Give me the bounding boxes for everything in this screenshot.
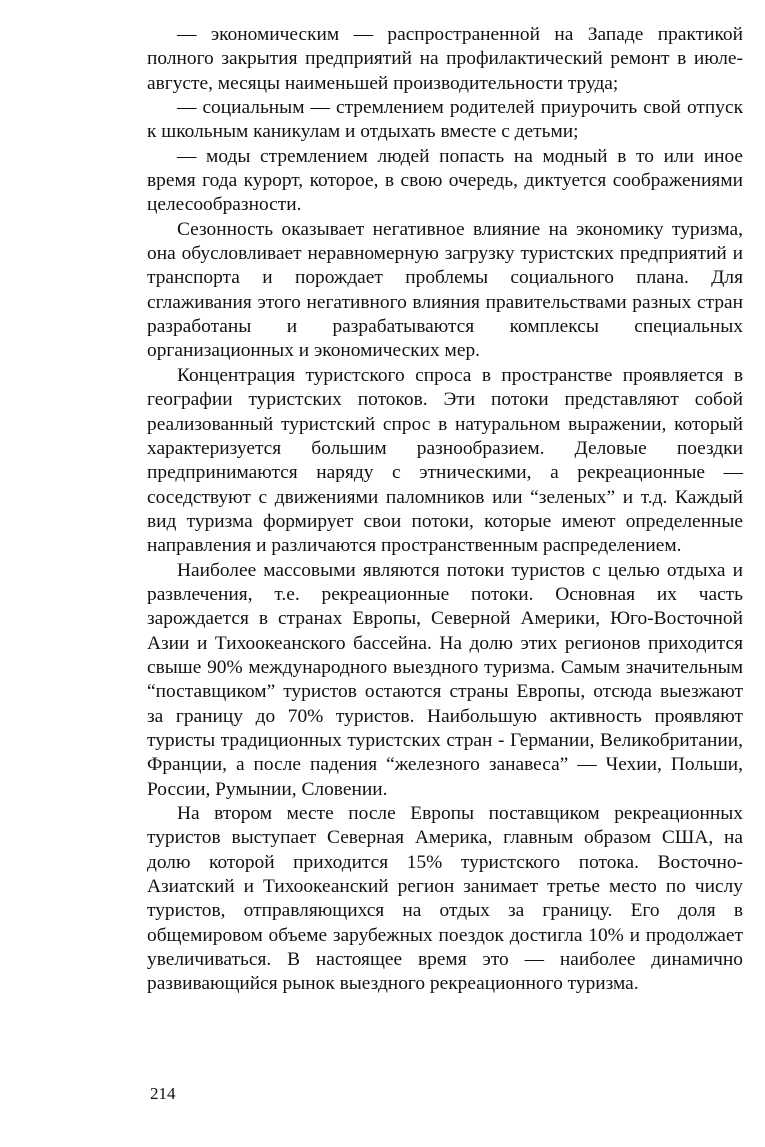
paragraph-demand-concentration: Концентрация туристского спроса в пространстве проявляется в географии туристских потоков. Эти потоки представляют собой реализованный туристский спрос в натуральном выражении, который характеризуется большим разнообразием. Деловые поездки предпринимаются наряду с этническими, а рекреационные — соседствуют с движениями паломников или “зеленых” и т.д. Каждый вид туризма формирует свои потоки, которые имеют определенные направления и различаются пространственным распределением.: [147, 364, 743, 557]
paragraph-north-america: На втором месте после Европы поставщиком рекреационных туристов выступает Северная Америка, главным образом США, на долю которой приходится 15% туристского потока. Восточно-Азиатский и Тихоокеанский регион занимает третье место по числу туристов, отправляющихся на отдых за границу. Его доля в общемировом объеме зарубежных поездок достигла 10% и продолжает увеличиваться. В настоящее время это — наиболее динамично развивающийся рынок выездного рекреационного туризма.: [147, 803, 743, 995]
paragraph-seasonality: Сезонность оказывает негативное влияние на экономику туризма, она обусловливает неравномерную загрузку туристских предприятий и транспорта и порождает проблемы социального плана. Для сглаживания этого негативного влияния правительствами разных стран разработаны и разрабатываются комплексы специальных организационных и экономических мер.: [147, 218, 743, 362]
paragraph-economic-reason: — экономическим — распространенной на Западе практикой полного закрытия предприятий на профилактический ремонт в июле-августе, месяцы наименьшей производительности труда;: [147, 24, 743, 94]
paragraph-social-reason: — социальным — стремлением родителей приурочить свой отпуск к школьным каникулам и отдыхать вместе с детьми;: [147, 97, 743, 143]
page-number: 214: [150, 1084, 176, 1103]
paragraph-fashion-reason: — моды стремлением людей попасть на модный в то или иное время года курорт, которое, в свою очередь, диктуется соображениями целесообразности.: [147, 145, 743, 216]
page-body: [147, 23, 743, 997]
paragraph-recreational-flows: Наиболее массовыми являются потоки туристов с целью отдыха и развлечения, т.е. рекреационные потоки. Основная их часть зарождается в странах Европы, Северной Америки, Юго-Восточной Азии и Тихоокеанского бассейна. На долю этих регионов приходится свыше 90% международного выездного туризма. Самым значительным “поставщиком” туристов остаются страны Европы, отсюда выезжают за границу до 70% туристов. Наибольшую активность проявляют туристы традиционных туристских стран - Германии, Великобритании, Франции, а после падения “железного занавеса” — Чехии, Польши, России, Румынии, Словении.: [147, 559, 743, 800]
